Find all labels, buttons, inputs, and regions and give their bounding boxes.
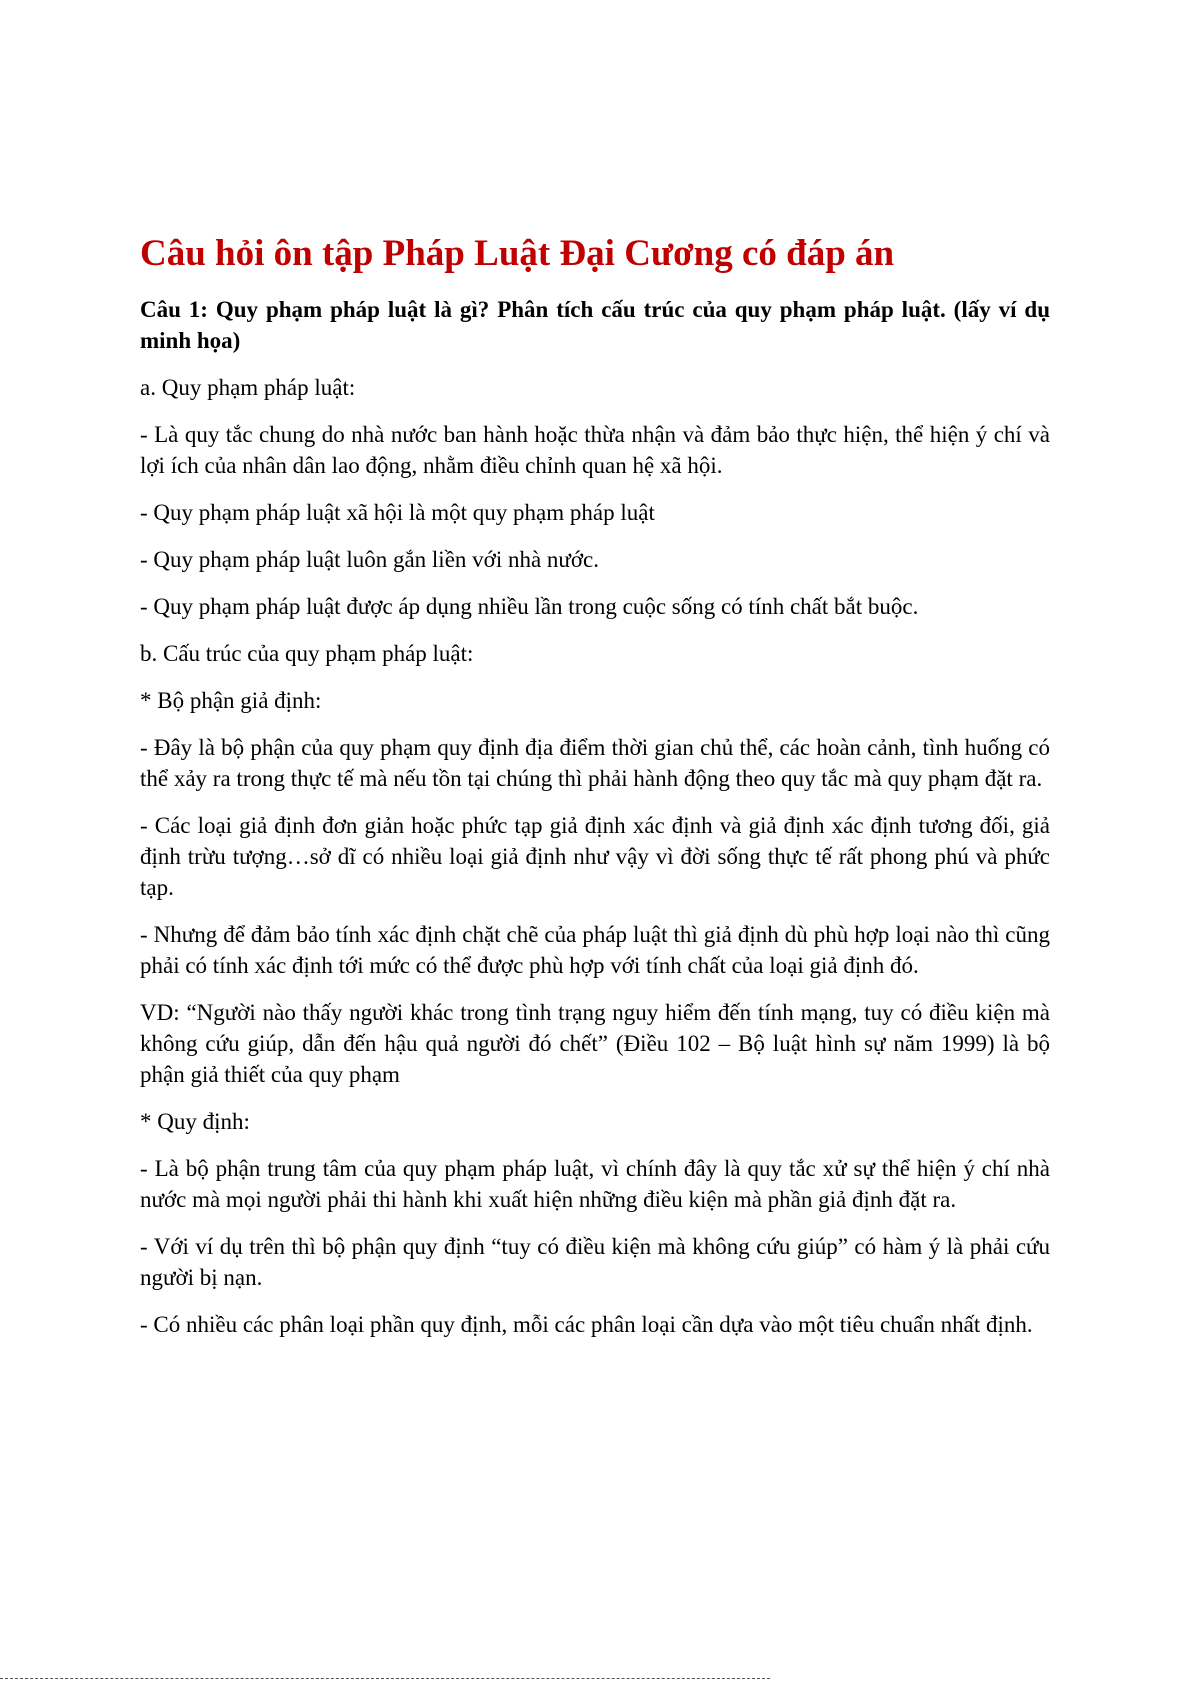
paragraph: - Là quy tắc chung do nhà nước ban hành hoặc thừa nhận và đảm bảo thực hiện, thể hiện ý chí và lợi ích của nhân dân lao động, nhằm điều chỉnh quan hệ xã hội. [140, 422, 1050, 479]
paragraph: - Quy phạm pháp luật xã hội là một quy phạm pháp luật [140, 500, 655, 526]
paragraph: - Là bộ phận trung tâm của quy phạm pháp luật, vì chính đây là quy tắc xử sự thể hiện ý chí nhà nước mà mọi người phải thi hành khi xuất hiện những điều kiện mà phần giả định đặt ra. [140, 1156, 1050, 1213]
paragraph: * Quy định: [140, 1109, 250, 1135]
paragraph: - Có nhiều các phân loại phần quy định, mỗi các phân loại cần dựa vào một tiêu chuẩn nhất định. [140, 1312, 1033, 1338]
question-heading: Câu 1: Quy phạm pháp luật là gì? Phân tích cấu trúc của quy phạm pháp luật. (lấy ví dụ minh họa) [140, 297, 1050, 354]
paragraph: - Nhưng để đảm bảo tính xác định chặt chẽ của pháp luật thì giả định dù phù hợp loại nào thì cũng phải có tính xác định tới mức có thể được phù hợp với tính chất của loại giả định đó. [140, 922, 1050, 979]
paragraph: - Quy phạm pháp luật được áp dụng nhiều lần trong cuộc sống có tính chất bắt buộc. [140, 594, 919, 620]
document-title: Câu hỏi ôn tập Pháp Luật Đại Cương có đáp án [140, 233, 895, 274]
paragraph: b. Cấu trúc của quy phạm pháp luật: [140, 641, 474, 667]
paragraph: * Bộ phận giả định: [140, 688, 322, 714]
paragraph: a. Quy phạm pháp luật: [140, 375, 356, 401]
document-page [140, 232, 1050, 1356]
paragraph: - Quy phạm pháp luật luôn gắn liền với nhà nước. [140, 547, 600, 573]
paragraph: - Đây là bộ phận của quy phạm quy định địa điểm thời gian chủ thể, các hoàn cảnh, tình huống có thể xảy ra trong thực tế mà nếu tồn tại chúng thì phải hành động theo quy tắc mà quy phạm đặt ra. [140, 735, 1050, 792]
paragraph: - Các loại giả định đơn giản hoặc phức tạp giả định xác định và giả định xác định tương đối, giả định trừu tượng…sở dĩ có nhiều loại giả định như vậy vì đời sống thực tế rất phong phú và phức tạp. [140, 813, 1050, 901]
footer-divider [0, 1678, 770, 1679]
paragraph: VD: “Người nào thấy người khác trong tình trạng nguy hiểm đến tính mạng, tuy có điều kiện mà không cứu giúp, dẫn đến hậu quả người đó chết” (Điều 102 – Bộ luật hình sự năm 1999) là bộ phận giả thiết của quy phạm [140, 1000, 1050, 1088]
paragraph: - Với ví dụ trên thì bộ phận quy định “tuy có điều kiện mà không cứu giúp” có hàm ý là phải cứu người bị nạn. [140, 1234, 1050, 1291]
